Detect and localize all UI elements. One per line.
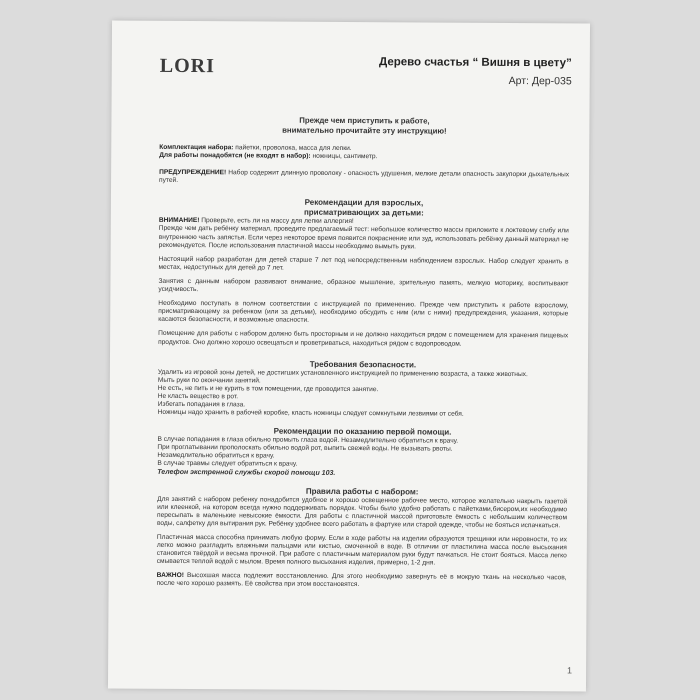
intro-line-2: внимательно прочитайте эту инструкцию!: [282, 125, 447, 136]
important-label: ВАЖНО!: [156, 572, 184, 580]
safety-line: Не класть вещество в рот.: [157, 392, 239, 401]
warning-text: Набор содержит длинную проволоку - опасность удушения, мелкие детали опасность закупорки дыхательных путей.: [159, 169, 570, 185]
page-number: 1: [567, 665, 573, 676]
safety-line: Избегать попадания в глаза.: [157, 400, 246, 409]
safety-line: Не есть, не пить и не курить в том помещении, где проводится занятие.: [157, 384, 379, 393]
first-aid-line: В случае травмы следует обратиться к врачу.: [157, 460, 298, 469]
article-number: Арт: Дер-035: [508, 74, 572, 88]
adults-heading-2: присматривающих за детьми:: [303, 208, 424, 218]
product-title: Дерево счастья “ Вишня в цвету”: [378, 56, 572, 70]
age-paragraph: Настоящий набор разработан для детей старше 7 лет под непосредственным наблюдением взрослых. Набор следует хранить в местах, недоступных для детей до 7 лет.: [158, 255, 569, 272]
allergy-test-paragraph: Прежде чем дать ребёнку материал, проведите предлагаемый тест: небольшое количество массы приложите к локтевому сгибу или внутреннюю часть запястья. Если через некоторое время появится покраснение или зуд, использовать ребёнку данный материал не рекомендуется. После использования пластичной массы необходимо вымыть руки.: [158, 225, 569, 251]
emergency-phone: Телефон экстренной службы скорой помощи 103.: [157, 468, 336, 477]
attention-text: Проверьте, есть ли на массу для лепки аллергия!: [199, 217, 354, 226]
instruction-sheet: [108, 21, 590, 692]
tools-label: Для работы понадобятся (не входят в набор):: [159, 151, 311, 160]
warning-label: ПРЕДУПРЕЖДЕНИЕ!: [159, 169, 227, 177]
brand-logo: LORI: [159, 54, 215, 78]
safety-line: Мыть руки по окончании занятий.: [157, 376, 261, 385]
intro-line-1: Прежде чем приступить к работе,: [299, 115, 430, 126]
kit-label: Комплектация набора:: [159, 143, 234, 152]
development-paragraph: Занятия с данным набором развивают внимание, образное мышление, зрительную память, мелкую моторику, воспитывают усидчивость.: [158, 277, 569, 294]
follow-instructions-paragraph: Необходимо поступать в полном соответствии с инструкцией по применению. Прежде чем приступить к работе взрослому, присматривающему за ребенком (или за детьми), необходимо обсудить с ним (или с ними) предупреждения, указания, которые касаются безопасности, и возможные опасности.: [158, 299, 569, 325]
adults-heading-1: Рекомендации для взрослых,: [304, 198, 424, 208]
workplace-rules-paragraph: Для занятий с набором ребенку понадобится удобное и хорошо освещенное рабочее место, которое желательно накрыть газетой или клеенкой, на котором всегда нужно поддерживать порядок. Чтобы было удобно работать с пайетками,бисером,их необходимо пересыпать в маленькие невысокие ёмкости. Для работы с пластичной массой приготовьте ёмкость с небольшим количеством воды, салфетку для вытирания рук. Ребёнку удобнее всего работать в фартуке или старой одежде, чтобы не бояться испачкаться.: [156, 495, 568, 530]
first-aid-line: В случае попадания в глаза обильно промыть глаза водой. Незамедлительно обратиться к врачу.: [157, 435, 459, 445]
first-aid-heading: Рекомендации по оказанию первой помощи.: [273, 426, 452, 437]
attention-label: ВНИМАНИЕ!: [158, 217, 200, 225]
tools-text: ножницы, сантиметр.: [310, 152, 378, 161]
first-aid-line: При проглатывании прополоскать обильно водой рот, выпить свежей воды. Не вызывать рвоты.: [157, 444, 453, 453]
workspace-paragraph: Помещение для работы с набором должно быть просторным и не должно находиться рядом с помещением для хранения пищевых продуктов. Оно должно хорошо освещаться и проветриваться, находиться рядом с водопроводом.: [158, 330, 569, 348]
safety-line: Удалить из игровой зоны детей, не достигших установленного инструкцией по применению возраста, а также животных.: [157, 368, 528, 378]
kit-text: пайетки, проволока, масса для лепки.: [233, 144, 352, 153]
first-aid-line: Незамедлительно обратиться к врачу.: [157, 452, 275, 460]
safety-line: Ножницы надо хранить в рабочей коробке, класть ножницы следует сомкнутыми лезвиями от себя.: [157, 408, 464, 418]
document-body: [157, 115, 570, 591]
clay-properties-paragraph: Пластичная масса способна принимать любую форму. Если в ходе работы на изделии образуются трещинки или неровности, то их легко можно разгладить влажными пальцами или кистью, смоченной в воде. В отличии от пластилина масса после высыхания становится твёрдой и весьма прочной. При работе с пластичным материалом руки будут пачкаться. Не стоит бояться. Масса легко смывается теплой водой с мылом. Время полного высыхания изделия, примерно, 1-2 дня.: [156, 533, 567, 567]
safety-heading: Требования безопасности.: [309, 359, 417, 370]
important-text: Высохшая масса подлежит восстановлению. Для этого необходимо завернуть её в мокрую ткань на несколько часов, после чего хорошо размять. Её свойства при этом восстановятся.: [156, 572, 567, 589]
important-paragraph: [157, 572, 567, 591]
rules-heading: Правила работы с набором:: [305, 486, 419, 497]
